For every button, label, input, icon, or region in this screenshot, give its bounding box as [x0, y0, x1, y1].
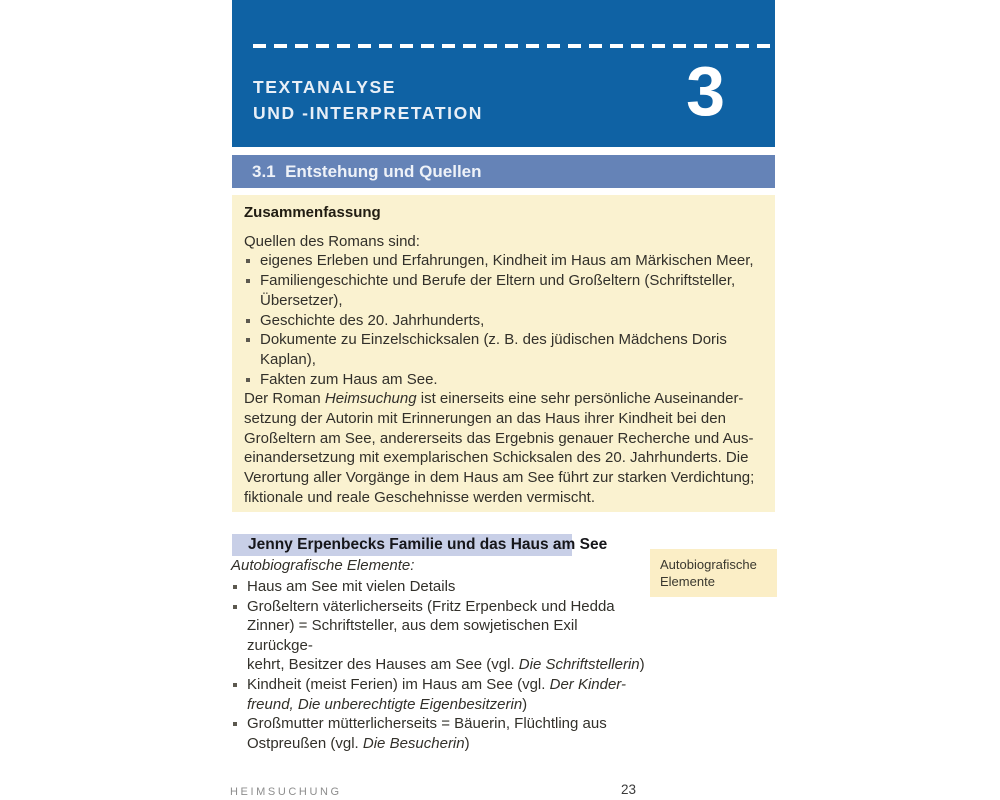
margin-note: Autobiografische Elemente — [650, 549, 777, 597]
footer-page-number: 23 — [621, 782, 637, 797]
list-item-text: eigenes Erleben und Erfahrungen, Kindheit im Haus am Märkischen Meer, — [260, 252, 754, 270]
list-item-text: Großmutter mütterlicherseits = Bäuerin, Flüchtling aus Ostpreußen (vgl. Die Besucherin) — [247, 715, 607, 752]
bullet-square-icon — [233, 722, 237, 726]
family-subheading: Autobiografische Elemente: — [231, 557, 415, 574]
list-item-text: Kindheit (meist Ferien) im Haus am See (vgl. Der Kinder- freund, Die unberechtigte Eigenbesitzerin) — [247, 675, 627, 713]
summary-box — [232, 195, 775, 512]
list-item — [244, 271, 763, 310]
dashed-divider — [253, 44, 775, 48]
list-item — [244, 251, 763, 271]
chapter-title-line2: UND -INTERPRETATION — [253, 103, 484, 123]
bullet-square-icon — [246, 279, 250, 283]
bullet-square-icon — [233, 585, 237, 589]
list-item-text: Familiengeschichte und Berufe der Eltern und Großeltern (Schriftsteller, Übersetzer), — [260, 272, 736, 309]
list-item — [231, 675, 645, 714]
chapter-header — [232, 0, 775, 147]
list-item-text: Haus am See mit vielen Details — [247, 578, 456, 595]
list-item — [231, 714, 645, 753]
bullet-square-icon — [246, 259, 250, 263]
chapter-title-line1: TEXTANALYSE — [253, 77, 397, 97]
summary-bullet-list — [244, 251, 763, 389]
bullet-square-icon — [246, 319, 250, 323]
list-item — [231, 577, 645, 597]
list-item — [244, 370, 763, 390]
list-item — [244, 330, 763, 369]
list-item-text: Geschichte des 20. Jahrhunderts, — [260, 311, 485, 329]
summary-paragraph: Der Roman Heimsuchung ist einerseits eine sehr persönliche Auseinander- setzung der Autorin mit Erinnerungen an das Haus ihrer Kindheit bei den Großeltern am See, andererseits das Ergebnis genauer Recherche und Aus- einandersetzung mit exemplarischen Schicksalen des 20. Jahrhunderts. Die Verortung aller Vorgänge in dem Haus am See führt zur starken Verdichtung; fiktionale und reale Geschehnisse werden vermischt. — [244, 390, 755, 506]
chapter-number: 3 — [686, 52, 725, 130]
list-item-text: Fakten zum Haus am See. — [260, 370, 438, 388]
list-item — [231, 597, 645, 675]
list-item — [244, 311, 763, 331]
footer-book-title: HEIMSUCHUNG — [230, 786, 342, 798]
bullet-square-icon — [233, 605, 237, 609]
family-section-heading: Jenny Erpenbecks Familie und das Haus am See — [232, 534, 572, 556]
family-bullet-list — [231, 577, 645, 753]
bullet-square-icon — [246, 338, 250, 342]
summary-intro: Quellen des Romans sind: — [244, 232, 420, 250]
list-item-text: Großeltern väterlicherseits (Fritz Erpenbeck und Hedda Zinner) = Schriftsteller, aus dem sowjetischen Exil zurückge- kehrt, Besitzer des Hauses am See (vgl. Die Schriftstellerin) — [247, 597, 645, 674]
section-header-bar: 3.1 Entstehung und Quellen — [232, 155, 775, 188]
list-item-text: Dokumente zu Einzelschicksalen (z. B. des jüdischen Mädchens Doris Kaplan), — [260, 331, 727, 368]
summary-heading: Zusammenfassung — [244, 204, 381, 221]
bullet-square-icon — [233, 683, 237, 687]
chapter-title — [253, 74, 483, 126]
bullet-square-icon — [246, 378, 250, 382]
